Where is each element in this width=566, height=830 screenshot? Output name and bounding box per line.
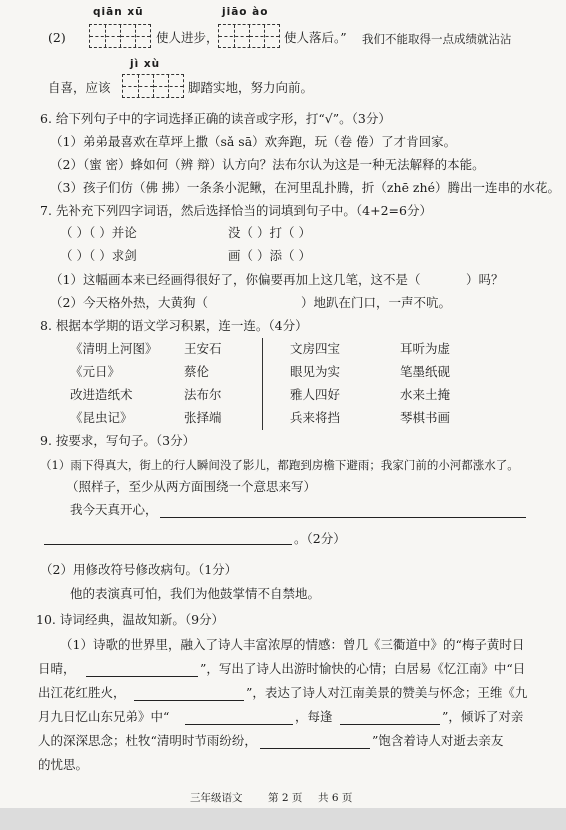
- q6-title: 6. 给下列句子中的字词选择正确的读音或字形，打“√”。（3分）: [40, 111, 391, 126]
- q7-sentence-2a: （2）今天格外热，大黄狗（: [50, 295, 208, 310]
- q8-col2-item: 蔡伦: [184, 364, 210, 379]
- q8-col4-item: 水来土掩: [400, 387, 451, 402]
- q9-answer-line-2[interactable]: [44, 544, 292, 545]
- q8-col3-item: 雅人四好: [290, 387, 341, 402]
- q10-line-3a: 出江花红胜火，: [38, 685, 126, 700]
- q9-hint: （照样子，至少从两方面围绕一个意思来写）: [66, 479, 317, 494]
- q8-col3-item: 眼见为实: [290, 364, 341, 379]
- q10-blank-2[interactable]: [134, 700, 244, 701]
- q7-word-3[interactable]: （ ）（ ）求剑: [60, 248, 137, 263]
- q9-answer-line-1[interactable]: [160, 517, 526, 518]
- q8-divider: [262, 338, 263, 430]
- bottom-bar: [0, 808, 566, 830]
- writing-grid-jixu[interactable]: [122, 74, 184, 98]
- q10-line-5b: ”饱含着诗人对逝去亲友: [372, 733, 504, 748]
- q5-text-2: 使人落后。”: [284, 30, 347, 45]
- q7-word-2[interactable]: 没（ ）打（ ）: [228, 225, 311, 240]
- q7-sentence-1a: （1）这幅画本来已经画得很好了，你偏要再加上这几笔，这不是（: [50, 272, 421, 287]
- q10-line-4a: 月九日忆山东兄弟》中“: [38, 709, 170, 724]
- q8-col1-item: 《昆虫记》: [70, 410, 133, 425]
- q5-number: (2): [48, 30, 66, 45]
- q8-title: 8. 根据本学期的语文学习积累，连一连。（4分）: [40, 318, 308, 333]
- q8-col1-item: 《元日》: [70, 364, 121, 379]
- writing-grid-jiaoao[interactable]: [218, 24, 280, 48]
- q9-start: 我今天真开心，: [70, 502, 158, 517]
- q6-line-2: （2）（蜜 密）蜂如何（辨 辩）认方向？法布尔认为这是一种无法解释的本能。: [50, 157, 485, 172]
- q8-col4-item: 琴棋书画: [400, 410, 451, 425]
- q6-line-3: （3）孩子们仿（佛 拂）一条条小泥鳅，在河里乱扑腾，折（zhē zhé）腾出一连串的水花。: [50, 180, 560, 195]
- q10-line-4b: ，每逢: [295, 709, 333, 724]
- q8-col2-item: 张择端: [184, 410, 222, 425]
- footer-page: 第 2 页: [268, 792, 303, 804]
- footer-total: 共 6 页: [318, 792, 353, 804]
- q10-line-2a: 日晴，: [38, 661, 76, 676]
- q7-word-4[interactable]: 画（ ）添（ ）: [228, 248, 311, 263]
- q5-text-1: 使人进步，: [156, 30, 219, 45]
- q9-title: 9. 按要求，写句子。（3分）: [40, 433, 196, 448]
- q8-col4-item: 笔墨纸砚: [400, 364, 451, 379]
- q6-line-1: （1）弟弟最喜欢在草坪上撒（sǎ sā）欢奔跑，玩（卷 倦）了才肯回家。: [50, 134, 457, 149]
- q10-line-4c: ”，倾诉了对亲: [442, 709, 524, 724]
- q9-score: 。（2分）: [294, 531, 346, 546]
- pinyin-qianxu: qiān xū: [93, 6, 144, 18]
- q8-col3-item: 兵来将挡: [290, 410, 341, 425]
- footer-subject: 三年级语文: [190, 792, 243, 804]
- pinyin-jixu: jì xù: [130, 58, 161, 70]
- q9-prompt-1: （1）雨下得真大，街上的行人瞬间没了影儿，都跑到房檐下避雨；我家门前的小河都涨水了。: [40, 458, 519, 472]
- q8-col2-item: 王安石: [184, 341, 222, 356]
- q10-blank-1[interactable]: [86, 676, 198, 677]
- q8-col4-item: 耳听为虚: [400, 341, 451, 356]
- q8-col3-item: 文房四宝: [290, 341, 341, 356]
- q10-blank-4[interactable]: [340, 724, 440, 725]
- q8-col1-item: 改进造纸术: [70, 387, 133, 402]
- q7-word-1[interactable]: （ ）（ ）并论: [60, 225, 137, 240]
- q10-line-2b: ”，写出了诗人出游时愉快的心情；白居易《忆江南》中“日: [200, 661, 526, 676]
- q10-line-3b: ”，表达了诗人对江南美景的赞美与怀念；王维《九: [246, 685, 528, 700]
- q7-sentence-2b: ）地趴在门口，一声不吭。: [301, 295, 452, 310]
- q10-line-6: 的忧思。: [38, 757, 89, 772]
- q10-blank-3[interactable]: [185, 724, 293, 725]
- q8-col2-item: 法布尔: [184, 387, 222, 402]
- q7-sentence-1b: ）吗？: [466, 272, 504, 287]
- q10-line-5a: 人的深深思念；杜牧“清明时节雨纷纷，: [38, 733, 257, 748]
- q10-blank-5[interactable]: [260, 748, 370, 749]
- q5-text-3: 我们不能取得一点成绩就沾沾: [362, 32, 512, 46]
- q10-title: 10. 诗词经典，温故知新。（9分）: [36, 612, 225, 627]
- pinyin-jiaoao: jiāo ào: [222, 6, 269, 18]
- q8-col1-item: 《清明上河图》: [70, 341, 158, 356]
- writing-grid-qianxu[interactable]: [89, 24, 151, 48]
- q9-prompt-2: （2）用修改符号修改病句。（1分）: [40, 562, 238, 577]
- q10-line-1: （1）诗歌的世界里，融入了诗人丰富浓厚的情感：曾几《三衢道中》的“梅子黄时日: [60, 637, 525, 652]
- q7-title: 7. 先补充下列四字词语，然后选择恰当的词填到句子中。（4+2=6分）: [40, 203, 432, 218]
- q9-sick-sentence[interactable]: 他的表演真可怕，我们为他鼓掌情不自禁地。: [70, 586, 321, 601]
- q5-text-4b: 脚踏实地，努力向前。: [188, 80, 314, 95]
- q5-text-4a: 自喜，应该: [48, 80, 111, 95]
